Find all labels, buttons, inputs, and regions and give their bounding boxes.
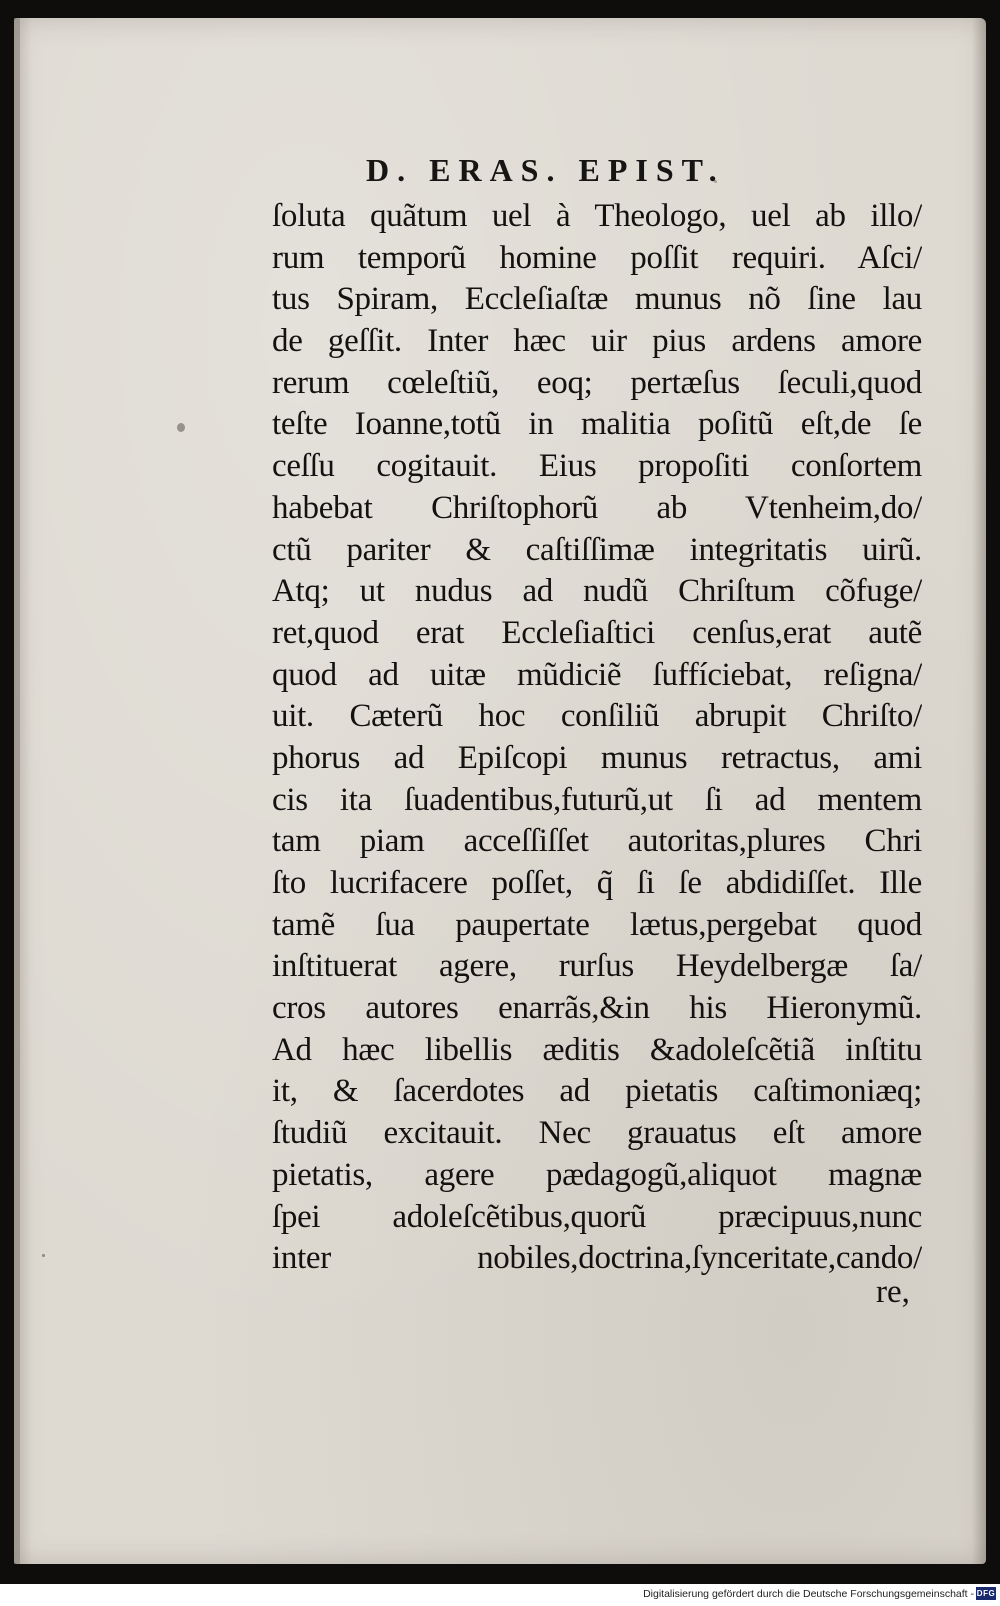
funding-credit: Digitalisierung gefördert durch die Deutsche Forschungsgemeinschaft - [643,1588,974,1600]
text-line: rerum cœleſtiũ, eoq; pertæſus ſeculi,quod [272,364,922,401]
text-line: inſtituerat agere, rurſus Heydelbergæ ſa/ [272,948,922,985]
text-line: ſpei adoleſcẽtibus,quorũ præcipuus,nunc [272,1198,922,1235]
text-line: phorus ad Epiſcopi munus retractus, ami [272,739,922,776]
running-head: D. ERAS. EPIST. [366,152,725,188]
text-line: habebat Chriſtophorũ ab Vtenheim,do/ [272,489,922,526]
text-line: ceſſu cogitauit. Eius propoſiti conſortem [272,448,922,485]
text-line: cros autores enarrãs,&in his Hieronymũ. [272,990,922,1027]
text-line: Atq; ut nudus ad nudũ Chriſtum cõfuge/ [272,573,922,610]
text-line: ſto lucrifacere poſſet, q̃ ſi ſe abdidiſſet. Ille [272,865,922,901]
text-line: quod ad uitæ mũdiciẽ ſuffíciebat, reſigna/ [272,656,922,693]
text-line: de geſſit. Inter hæc uir pius ardens amore [272,323,922,360]
text-line: pietatis, agere pædagogũ,aliquot magnæ [272,1156,922,1193]
text-line: rum temporũ homine poſſit requiri. Aſci/ [272,239,922,276]
ink-speck [177,423,185,432]
text-line: tamẽ ſua paupertate lætus,pergebat quod [272,906,922,943]
text-line: tam piam acceſſiſſet autoritas,plures Chri [272,823,922,860]
text-line: ſtudiũ excitauit. Nec grauatus eſt amore [272,1115,922,1152]
ink-speck [42,1254,45,1257]
text-line: it, & ſacerdotes ad pietatis caſtimoniæq; [272,1073,922,1110]
dfg-logo-icon: DFG [976,1589,996,1598]
text-line: Ad hæc libellis æditis &adoleſcẽtiã inſtitu [272,1031,922,1068]
text-line: ret,quod erat Eccleſiaſtici cenſus,erat autẽ [272,614,922,651]
catchword: re, [876,1274,910,1310]
text-block [272,196,922,1280]
text-line: tus Spiram, Eccleſiaſtæ munus nõ ſine lau [272,281,922,318]
text-line: teſte Ioanne,totũ in malitia poſitũ eſt,de ſe [272,406,922,443]
text-line: uit. Cæterũ hoc conſiliũ abrupit Chriſto/ [272,698,922,735]
text-line: ſoluta quãtum uel à Theologo, uel ab illo/ [272,198,922,234]
text-line: inter nobiles,doctrina,ſynceritate,cando/ [272,1240,922,1277]
text-line: ctũ pariter & caſtiſſimæ integritatis uirũ. [272,531,922,568]
text-line: cis ita ſuadentibus,futurũ,ut ſi ad mentem [272,781,922,818]
page-edge [14,18,20,1564]
